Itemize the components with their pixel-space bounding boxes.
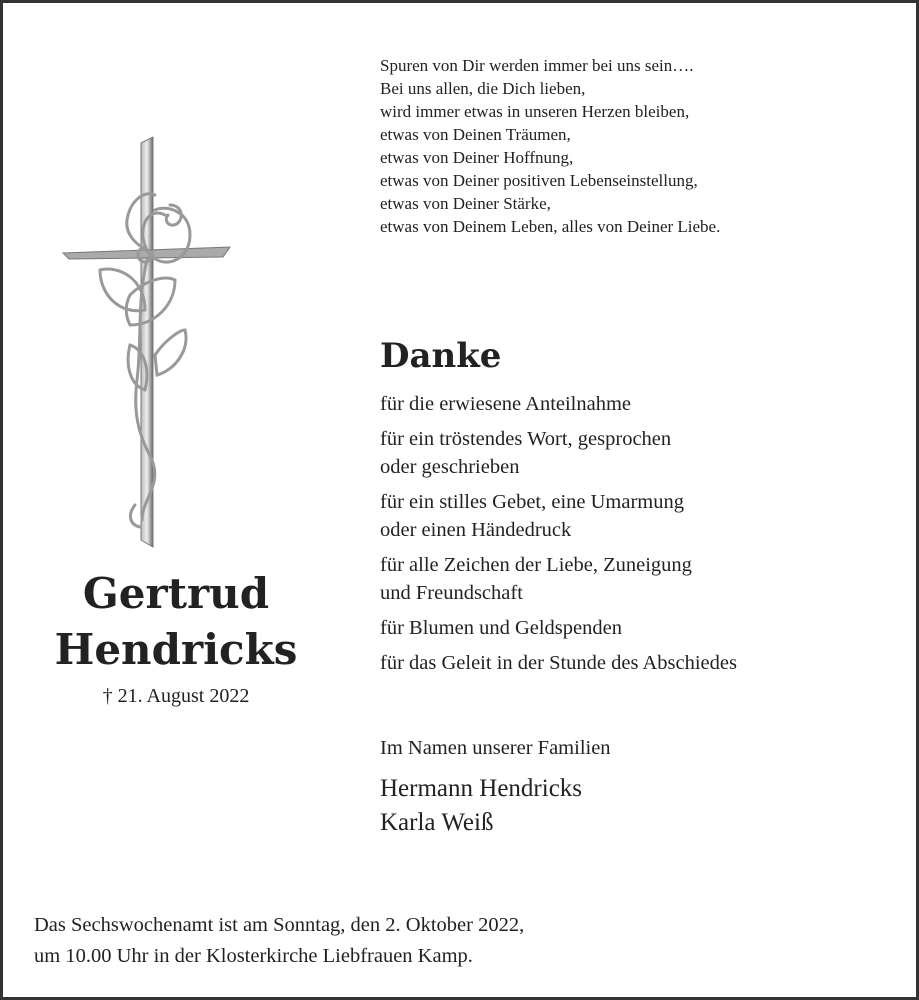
thanks-item: für Blumen und Geldspenden bbox=[380, 617, 622, 639]
signatory-name: Karla Weiß bbox=[380, 809, 494, 836]
poem-line: Spuren von Dir werden immer bei uns sein…. bbox=[380, 56, 694, 75]
thanks-item: für ein stilles Gebet, eine Umarmung oder einen Händedruck bbox=[380, 491, 684, 541]
footer-line: um 10.00 Uhr in der Klosterkirche Liebfrauen Kamp. bbox=[34, 945, 473, 967]
poem-line: Bei uns allen, die Dich lieben, bbox=[380, 79, 586, 98]
signatories bbox=[380, 772, 582, 840]
death-date: † 21. August 2022 bbox=[102, 685, 250, 707]
deceased-first-name: Gertrud bbox=[82, 569, 270, 618]
thanks-item: für alle Zeichen der Liebe, Zuneigung und Freundschaft bbox=[380, 554, 692, 604]
family-intro: Im Namen unserer Familien bbox=[380, 737, 611, 759]
poem-line: etwas von Deiner positiven Lebenseinstellung, bbox=[380, 171, 698, 190]
danke-heading: Danke bbox=[380, 336, 502, 376]
deceased-last-name: Hendricks bbox=[54, 625, 298, 674]
service-announcement bbox=[34, 910, 524, 972]
thanks-item: für die erwiesene Anteilnahme bbox=[380, 393, 632, 415]
thanks-list bbox=[380, 390, 737, 684]
signatory-name: Hermann Hendricks bbox=[380, 775, 583, 802]
poem-line: etwas von Deiner Stärke, bbox=[380, 194, 551, 213]
footer-line: Das Sechswochenamt ist am Sonntag, den 2. Oktober 2022, bbox=[34, 914, 525, 936]
cross-with-rose-icon bbox=[55, 135, 235, 555]
poem bbox=[380, 54, 720, 238]
deceased-name bbox=[0, 566, 352, 678]
poem-line: etwas von Deinem Leben, alles von Deiner Liebe. bbox=[380, 217, 721, 236]
poem-line: etwas von Deinen Träumen, bbox=[380, 125, 571, 144]
thanks-item: für ein tröstendes Wort, gesprochen oder geschrieben bbox=[380, 428, 672, 478]
poem-line: etwas von Deiner Hoffnung, bbox=[380, 148, 574, 167]
poem-line: wird immer etwas in unseren Herzen bleiben, bbox=[380, 102, 690, 121]
thanks-item: für das Geleit in der Stunde des Abschiedes bbox=[380, 652, 737, 674]
